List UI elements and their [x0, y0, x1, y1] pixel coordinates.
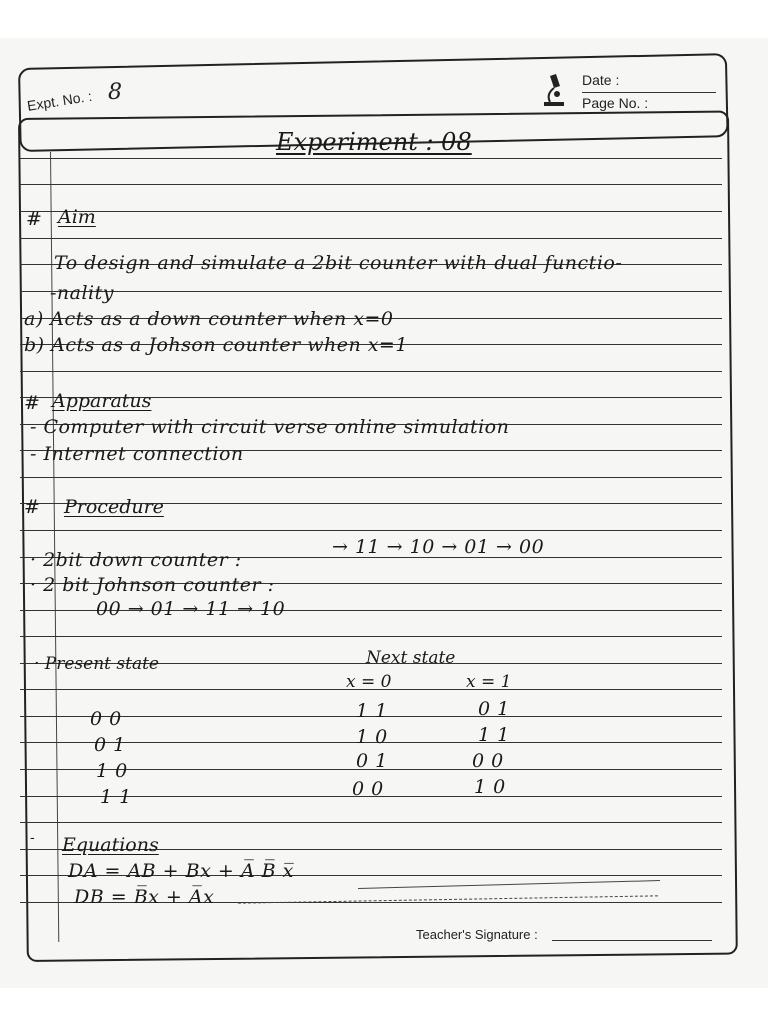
hash-mark: #: [24, 496, 40, 518]
rule-line: [20, 636, 722, 637]
date-line: [582, 92, 716, 93]
present-state-cell: 0 1: [94, 734, 126, 756]
expt-no-label: Expt. No. :: [26, 87, 94, 114]
microscope-icon: [540, 72, 568, 110]
aim-line-2: -nality: [50, 282, 115, 304]
rule-line: [20, 371, 722, 372]
rule-line: [20, 822, 722, 823]
expt-no-value: 8: [108, 80, 122, 105]
rule-line: [20, 211, 722, 212]
apparatus-heading: Apparatus: [52, 390, 152, 412]
present-state-cell: 0 0: [90, 708, 122, 730]
next-x1-cell: 0 1: [478, 698, 510, 720]
rule-line: [20, 291, 722, 292]
equation-db: DB = B̅x + A̅x: [74, 886, 215, 908]
bottom-band: [0, 988, 768, 1024]
next-state-header: Next state: [366, 648, 456, 668]
apparatus-item-2: - Internet connection: [30, 443, 244, 465]
equations-heading: Equations: [62, 834, 159, 856]
aim-item-b: b) Acts as a Johson counter when x=1: [24, 334, 408, 356]
date-label: Date :: [582, 72, 620, 88]
present-state-header: · Present state: [34, 654, 159, 674]
johnson-counter-label: · 2 bit Johnson counter :: [30, 574, 275, 596]
next-x0-cell: 1 1: [356, 700, 388, 722]
rule-line: [20, 530, 722, 531]
equation-da: DA = AB + Bx + A̅ B̅ x̅: [68, 860, 294, 882]
teacher-signature-label: Teacher's Signature :: [416, 927, 538, 942]
rule-line: [20, 184, 722, 185]
x1-header: x = 1: [466, 672, 512, 692]
rule-line: [20, 477, 722, 478]
dash-mark: -: [30, 830, 35, 846]
apparatus-item-1: - Computer with circuit verse online simulation: [30, 416, 510, 438]
top-band: [0, 0, 768, 38]
down-counter-sequence: → 11 → 10 → 01 → 00: [332, 536, 545, 558]
down-counter-label: · 2bit down counter :: [30, 549, 242, 571]
procedure-heading: Procedure: [64, 496, 164, 518]
aim-line-1: To design and simulate a 2bit counter with dual functio-: [54, 252, 623, 274]
johnson-counter-sequence: 00 → 01 → 11 → 10: [96, 598, 286, 620]
next-x1-cell: 1 1: [478, 724, 510, 746]
hash-mark: #: [24, 392, 40, 414]
present-state-cell: 1 0: [96, 760, 128, 782]
hash-mark: #: [26, 208, 42, 230]
next-x0-cell: 0 1: [356, 750, 388, 772]
page-title: Experiment : 08: [276, 128, 472, 156]
next-x0-cell: 1 0: [356, 726, 388, 748]
x0-header: x = 0: [346, 672, 392, 692]
aim-heading: Aim: [58, 206, 96, 228]
next-x1-cell: 1 0: [474, 776, 506, 798]
page-no-label: Page No. :: [582, 95, 649, 111]
rule-line: [20, 158, 722, 159]
rule-line: [20, 238, 722, 239]
next-x0-cell: 0 0: [352, 778, 384, 800]
signature-line: [552, 940, 712, 941]
next-x1-cell: 0 0: [472, 750, 504, 772]
aim-item-a: a) Acts as a down counter when x=0: [24, 308, 394, 330]
present-state-cell: 1 1: [100, 786, 132, 808]
